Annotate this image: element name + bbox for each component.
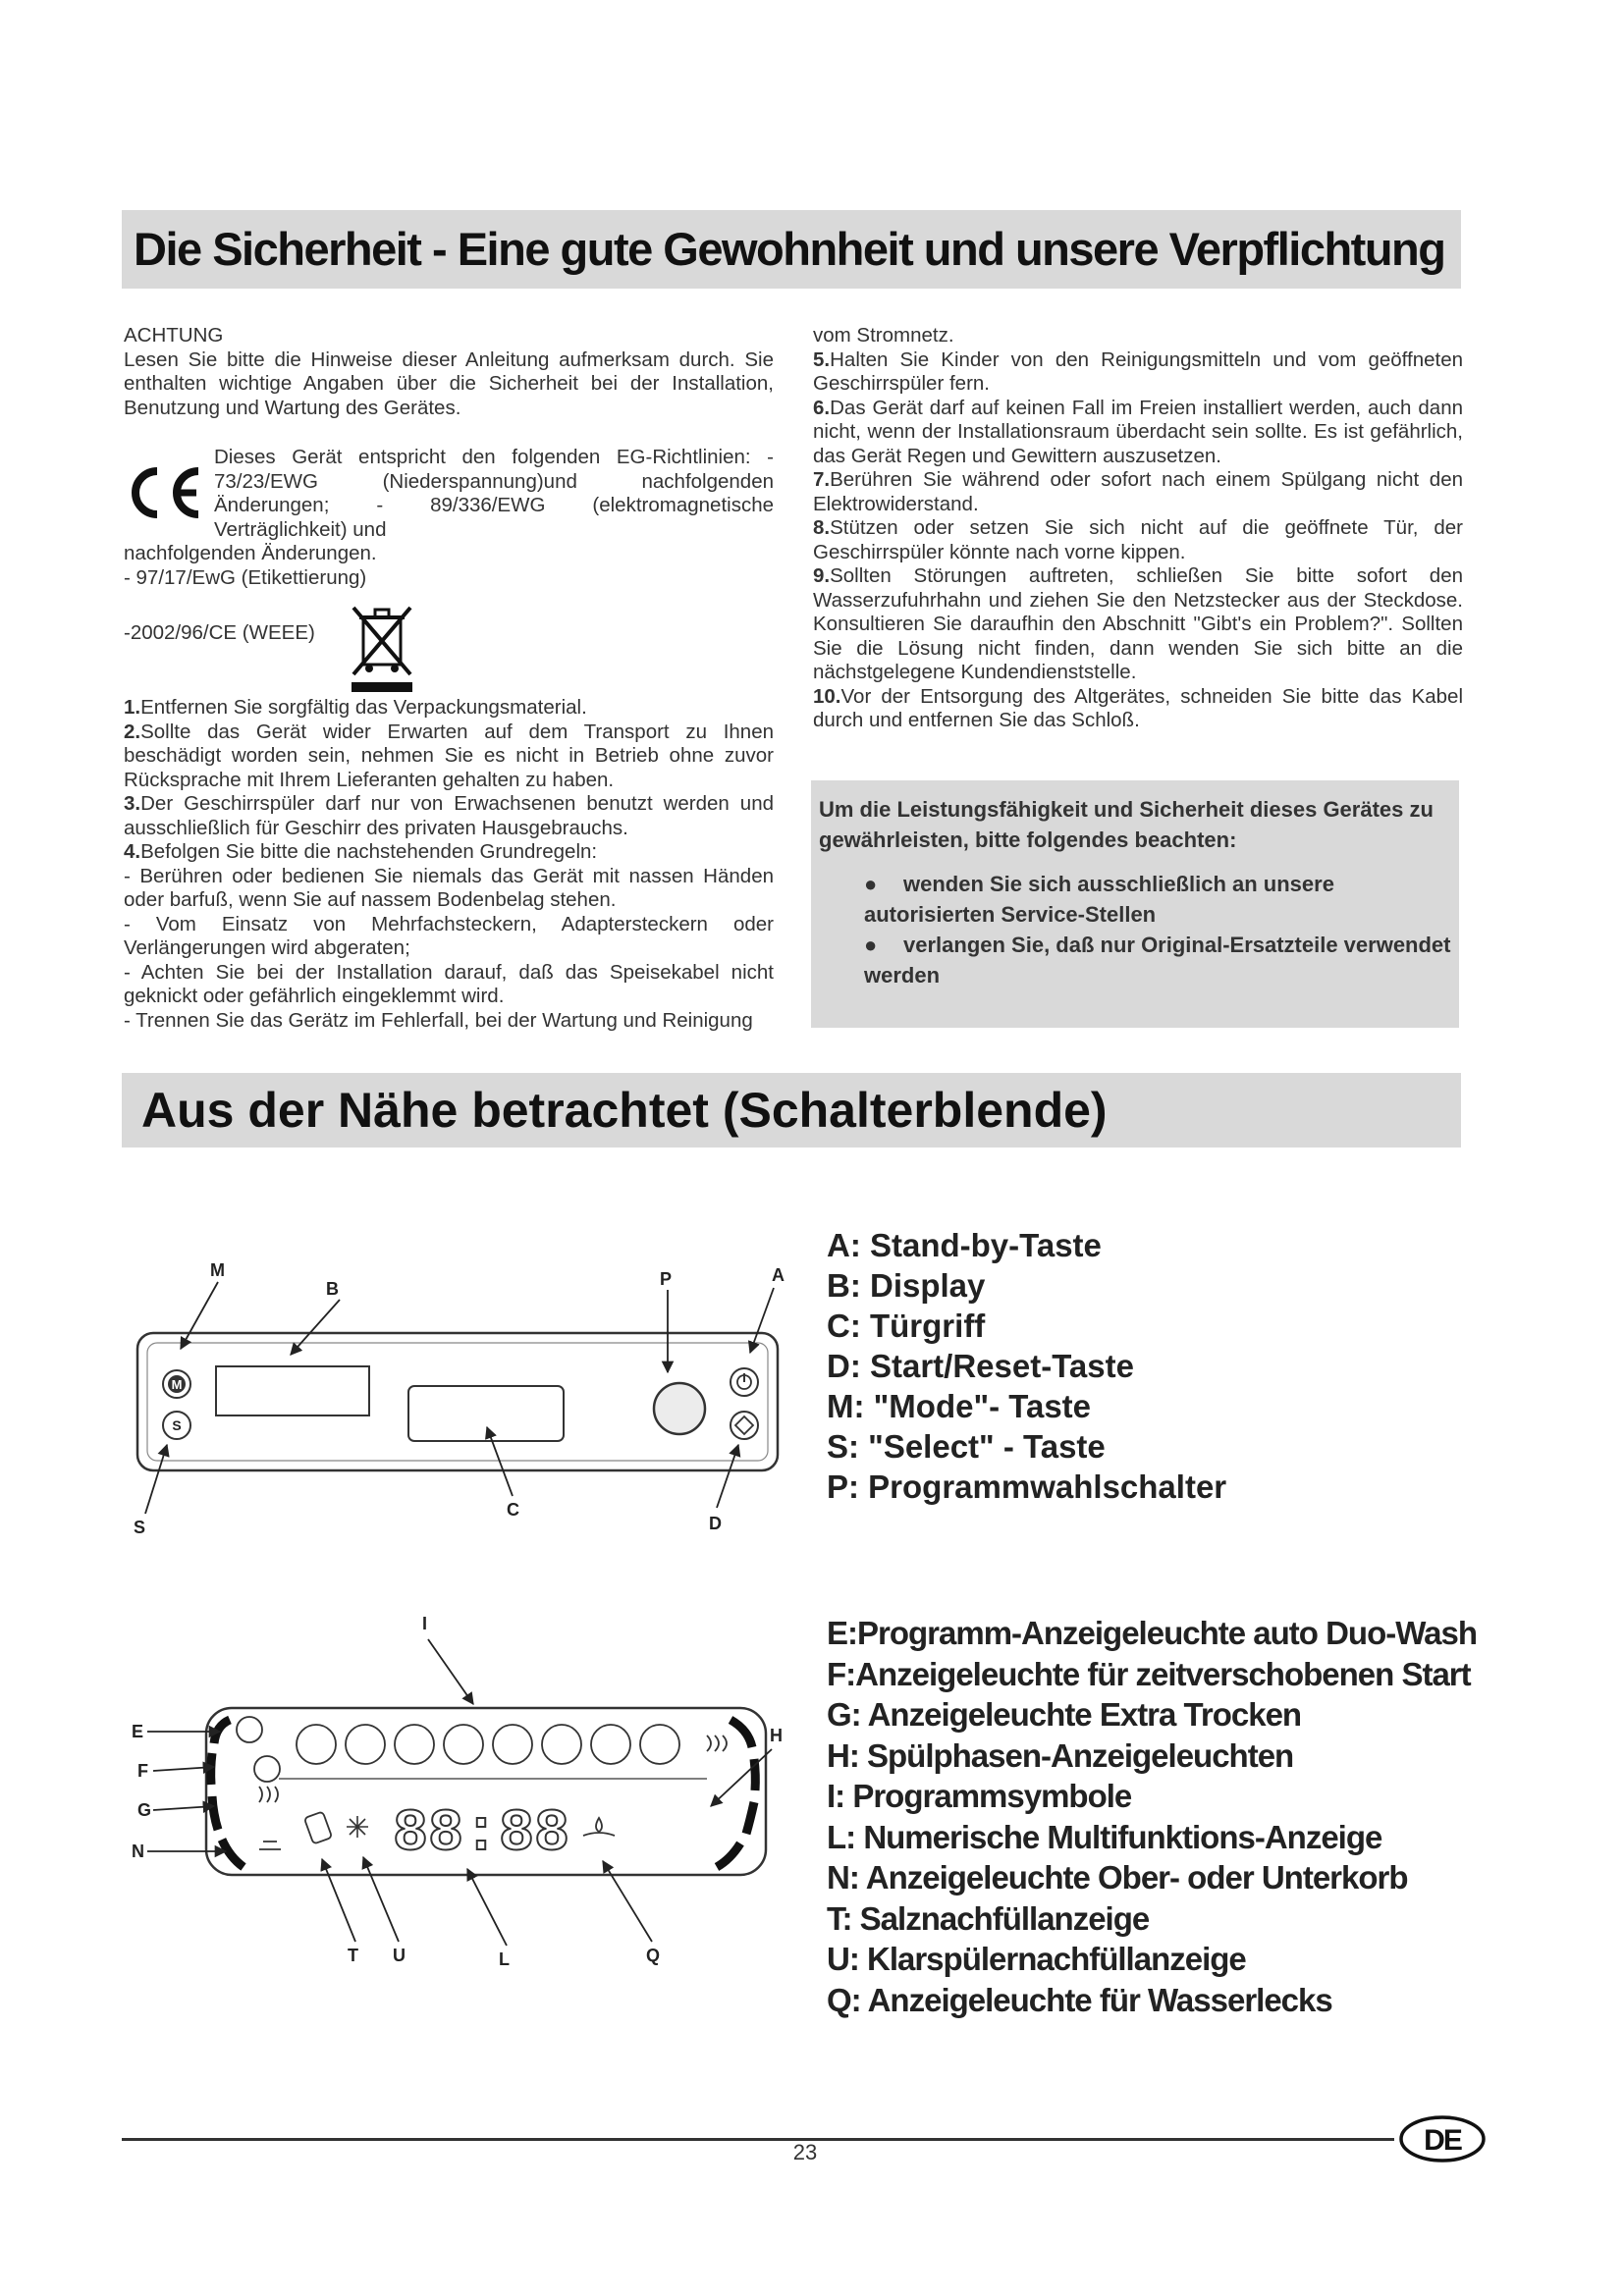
display-window <box>216 1366 369 1415</box>
legend-display-elements <box>827 1613 1477 2020</box>
basic-rules <box>124 865 774 1034</box>
callout-label: I <box>422 1614 428 1633</box>
ce-directives <box>124 446 774 542</box>
door-handle <box>408 1386 564 1441</box>
callout-label: A <box>772 1265 785 1285</box>
bullet-icon: ● <box>864 933 878 957</box>
program-symbol-icon <box>493 1725 532 1764</box>
footer-rule <box>122 2138 1394 2141</box>
salt-refill-icon <box>304 1811 332 1843</box>
callout-label: N <box>132 1842 144 1861</box>
extra-dry-icon <box>259 1787 278 1802</box>
program-symbol-icon <box>640 1725 679 1764</box>
program-symbol-icon <box>444 1725 483 1764</box>
callout-label: T <box>348 1946 358 1965</box>
basic-rule: - Vom Einsatz von Mehrfachsteckern, Adaptersteckern oder Verlängerungen wird abgeraten; <box>124 912 774 959</box>
basic-rule: - Trennen Sie das Gerätz im Fehlerfall, bei der Wartung und Reinigung <box>124 1008 753 1032</box>
auto-duo-wash-icon <box>237 1717 262 1742</box>
callout-label: C <box>507 1500 519 1520</box>
infobox-heading: Um die Leistungsfähigkeit und Sicherheit dieses Gerätes zu gewährleisten, bitte folgendes beachten: <box>819 797 1434 852</box>
ce-directive-text: Dieses Gerät entspricht den folgenden EG-Richtlinien: - 73/23/EWG (Niederspannung)und nachfolgenden Änderungen; - 89/336/EWG (elektromagnetische Verträglichkeit) und <box>214 446 774 541</box>
rule-item: 2.Sollte das Gerät wider Erwarten auf dem Transport zu Ihnen beschädigt worden sein, nehmen Sie es nicht in Betrieb ohne zuvor Rücksprache mit Ihrem Lieferanten gehalten zu haben. <box>124 720 774 791</box>
rule-item: 10.Vor der Entsorgung des Altgerätes, schneiden Sie bitte das Kabel durch und entfernen Sie das Schloß. <box>813 684 1463 731</box>
legend-item: U: Klarspülernachfüllanzeige <box>827 1941 1246 1977</box>
svg-text:S: S <box>172 1417 182 1433</box>
program-symbol-icon <box>542 1725 581 1764</box>
legend-item: T: Salznachfüllanzeige <box>827 1899 1150 1937</box>
legend-item: G: Anzeigeleuchte Extra Trocken <box>827 1696 1302 1733</box>
callout-label: G <box>137 1800 152 1820</box>
section-heading-panel: Aus der Nähe betrachtet (Schalterblende) <box>122 1073 1461 1148</box>
rule-item: 8.Stützen oder setzen Sie sich nicht auf die geöffnete Tür, der Geschirrspüler könnte nach vorne kippen. <box>813 516 1463 563</box>
callout-label: D <box>709 1514 722 1533</box>
callout-label: L <box>499 1949 510 1969</box>
mode-button <box>163 1370 190 1398</box>
legend-item: P: Programmwahlschalter <box>827 1468 1227 1505</box>
rack-icon <box>259 1842 281 1849</box>
legend-item: E:Programm-Anzeigeleuchte auto Duo-Wash <box>827 1615 1478 1651</box>
standby-button <box>731 1368 758 1396</box>
page-number: 23 <box>792 2140 818 2164</box>
callout-label: Q <box>646 1946 661 1965</box>
program-symbol-icon <box>395 1725 434 1764</box>
rule-item: 4.Befolgen Sie bitte die nachstehenden Grundregeln: <box>124 840 598 863</box>
callout-label: B <box>326 1279 339 1299</box>
program-selector-knob <box>654 1383 705 1434</box>
legend-item: N: Anzeigeleuchte Ober- oder Unterkorb <box>827 1859 1408 1896</box>
legend-item: L: Numerische Multifunktions-Anzeige <box>827 1818 1382 1855</box>
legend-item: I: Programmsymbole <box>827 1778 1132 1814</box>
program-symbol-icon <box>591 1725 630 1764</box>
callout-label: P <box>660 1269 673 1289</box>
service-infobox <box>811 780 1459 1028</box>
rule-item: 5.Halten Sie Kinder von den Reinigungsmitteln und vom geöffneten Geschirrspüler fern. <box>813 347 1463 395</box>
callout-label: M <box>210 1260 225 1280</box>
left-indicator-arc <box>211 1720 244 1867</box>
bullet-icon: ● <box>864 872 878 896</box>
rule-item: 7.Berühren Sie während oder sofort nach einem Spülgang nicht den Elektrowiderstand. <box>813 468 1463 515</box>
callout-label: H <box>770 1726 783 1745</box>
basic-rule: - Achten Sie bei der Installation darauf, daß das Speisekabel nicht geknickt oder gefährlich eingeklemmt wird. <box>124 960 774 1007</box>
weee-label: -2002/96/CE (WEEE) <box>124 621 315 644</box>
legend-item: H: Spülphasen-Anzeigeleuchten <box>827 1736 1294 1774</box>
infobox-bullet: ● wenden Sie sich ausschließlich an unsere autorisierten Service-Stellen <box>864 869 1451 930</box>
continuation-text: vom Stromnetz. <box>813 324 954 347</box>
legend-item: S: "Select" - Taste <box>827 1428 1106 1465</box>
numeric-display: 88:88 <box>393 1801 570 1868</box>
start-reset-button <box>731 1412 758 1439</box>
infobox-bullet: ● verlangen Sie, daß nur Original-Ersatzteile verwendet werden <box>864 930 1451 990</box>
basic-rule: - Berühren oder bedienen Sie niemals das Gerät mit nassen Händen oder barfuß, wenn Sie auf nassem Bodenbelag stehen. <box>124 864 774 911</box>
rule-item: 6.Das Gerät darf auf keinen Fall im Freien installiert werden, auch dann nicht, wenn der Installationsraum überdacht sein sollte. Es ist gefährlich, das Gerät Regen und Gewittern auszusetzen. <box>813 396 1463 467</box>
spray-icon <box>707 1735 727 1751</box>
select-button <box>163 1412 190 1439</box>
legend-item: B: Display <box>827 1267 986 1304</box>
rule-item: 9.Sollten Störungen auftreten, schließen Sie bitte sofort den Wasserzufuhrhahn und ziehen Sie den Netzstecker aus der Steckdose. Konsultieren Sie daraufhin den Abschnitt "Gibt's ein Problem?". Sollten Sie die Lösung nicht finden, dann wenden Sie sich bitte an die nächstgelegene Kundendienststelle. <box>813 564 1463 683</box>
svg-text:DE: DE <box>1424 2124 1461 2157</box>
callout-label: F <box>137 1761 148 1781</box>
rule-item: 1.Entfernen Sie sorgfältig das Verpackungsmaterial. <box>124 696 587 719</box>
section-heading-safety: Die Sicherheit - Eine gute Gewohnheit und unsere Verpflichtung <box>122 210 1461 289</box>
program-symbol-icon <box>297 1725 336 1764</box>
legend-panel-controls <box>827 1225 1226 1507</box>
legend-item: M: "Mode"- Taste <box>827 1388 1092 1424</box>
safety-right-column <box>813 324 1463 733</box>
program-symbol-icon <box>346 1725 385 1764</box>
legend-item: D: Start/Reset-Taste <box>827 1348 1134 1384</box>
directive-97: - 97/17/EwG (Etikettierung) <box>124 565 367 589</box>
program-symbols <box>297 1725 679 1764</box>
svg-text:M: M <box>171 1377 183 1392</box>
weee-row <box>124 602 774 696</box>
ce-continued: nachfolgenden Änderungen. <box>124 542 377 564</box>
legend-item: F:Anzeigeleuchte für zeitverschobenen Start <box>827 1655 1471 1692</box>
legend-item: C: Türgriff <box>827 1308 986 1344</box>
water-leak-icon <box>583 1818 615 1836</box>
display-detail-diagram <box>122 1610 809 1983</box>
rinse-aid-icon <box>347 1816 368 1838</box>
language-badge <box>1398 2114 1487 2163</box>
callout-label: U <box>393 1946 406 1965</box>
callout-label: E <box>132 1722 144 1741</box>
legend-item: Q: Anzeigeleuchte für Wasserlecks <box>827 1981 1332 2018</box>
control-panel-diagram <box>122 1256 795 1551</box>
ce-mark-icon <box>124 465 206 520</box>
rule-item: 3.Der Geschirrspüler darf nur von Erwachsenen benutzt werden und ausschließlich für Geschirr des privaten Hausgebrauchs. <box>124 792 774 839</box>
delay-start-icon <box>254 1756 280 1782</box>
rules-left <box>124 696 774 865</box>
safety-intro: Lesen Sie bitte die Hinweise dieser Anleitung aufmerksam durch. Sie enthalten wichtige Angaben über die Sicherheit bei der Installation, Benutzung und Wartung des Gerätes. <box>124 347 774 419</box>
wash-phase-indicators <box>717 1720 755 1867</box>
legend-item: A: Stand-by-Taste <box>827 1227 1102 1263</box>
safety-left-column <box>124 324 774 1033</box>
achtung-label: ACHTUNG <box>124 324 224 347</box>
callout-label: S <box>134 1518 146 1537</box>
crossed-bin-icon <box>348 602 416 694</box>
